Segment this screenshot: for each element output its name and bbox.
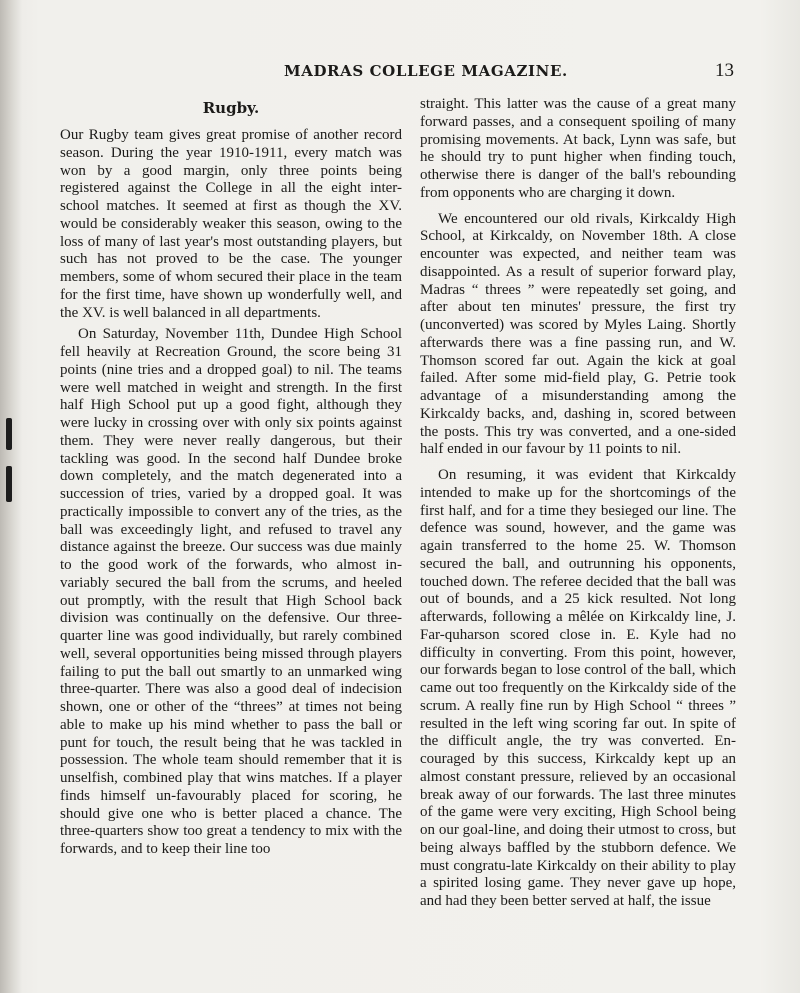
paragraph: straight. This latter was the cause of a great many forward passes, and a consequent spoiling of many promising movements. At back, Lynn was safe, but he should try to punt higher when finding touch, otherwise there is danger of the ball's rebounding from opponents who are charging it down.	[420, 96, 736, 201]
left-column	[60, 96, 402, 859]
binding-staple-mark	[6, 466, 12, 502]
page-number: 13	[715, 60, 734, 81]
binding-staple-mark	[6, 418, 12, 450]
paragraph: On Saturday, November 11th, Dundee High School fell heavily at Recreation Ground, the score being 31 points (nine tries and a dropped goal) to nil. The teams were well matched in weight and strength. In the first half High School put up a good fight, although they were lucky in crossing over with only six points against them. They were never really dangerous, but their tackling was good. In the second half Dundee broke down completely, and the match degenerated into a succession of tries, varied by a dropped goal. It was practically impossible to convert any of the tries, as the ball was exceedingly light, and refused to travel any distance against the breeze. Our success was due mainly to the good work of the forwards, who almost in-variably secured the ball from the scrums, and heeled out promptly, with the result that High School back division was continually on the defensive. Our three-quarter line was good individually, but rarely combined well, several opportunities being missed through players failing to put the ball out smartly to an unmarked wing three-quarter. There was also a good deal of indecision shown, one or other of the “threes” at times not being able to make up his mind whether to pass the ball or punt for touch, the result being that he was tackled in possession. The whole team should remember that it is unselfish, combined play that wins matches. If a player finds himself un-favourably placed for scoring, he should give one who is better placed a chance. The three-quarters show too great a tendency to mix with the forwards, and to keep their line too	[60, 326, 402, 857]
right-column	[420, 96, 736, 911]
page-header	[0, 62, 800, 86]
running-head: MADRAS COLLEGE MAGAZINE.	[284, 62, 568, 80]
paragraph: On resuming, it was evident that Kirkcaldy intended to make up for the shortcomings of the first half, and for a time they besieged our line. The defence was sound, however, and the game was again transferred to the home 25. W. Thomson secured the ball, and outrunning his opponents, touched down. The referee decided that the ball was out of bounds, and a 25 kick resulted. Not long afterwards, following a mêlée on Kirkcaldy line, J. Far-quharson scored close in. E. Kyle had no difficulty in converting. From this point, however, our forwards began to lose control of the ball, which came out too frequently on the Kirkcaldy side of the scrum. A really fine run by High School “ threes ” resulted in the left wing scoring far out. In spite of the difficult angle, the try was converted. En-couraged by this success, Kirkcaldy kept up an almost constant pressure, relieved by an occasional break away of our forwards. The last three minutes of the game were very exciting, High School being on our goal-line, and doing their utmost to cross, but being always baffled by the stubborn defence. We must congratu-late Kirkcaldy on their ability to play a spirited losing game. They never gave up hope, and had they been better served at half, the issue	[420, 467, 736, 909]
paragraph: Our Rugby team gives great promise of another record season. During the year 1910-1911, every match was won by a good margin, only three points being registered against the College in all the eight inter-school matches. It seemed at first as though the XV. would be considerably weaker this season, owing to the loss of many of last year's most outstanding players, but such has not proved to be the case. The younger members, some of whom secured their place in the team for the first time, have shown up wonderfully well, and the XV. is well balanced in all departments.	[60, 127, 402, 321]
paragraph: We encountered our old rivals, Kirkcaldy High School, at Kirkcaldy, on November 18th. A close encounter was expected, and neither team was disappointed. As a result of superior forward play, Madras “ threes ” were repeatedly set going, and after about ten minutes' pressure, the first try (unconverted) was scored by Myles Laing. Shortly afterwards there was a fine passing run, and W. Thomson scored far out. Again the kick at goal failed. After some mid-field play, G. Petrie took advantage of a misunderstanding among the Kirkcaldy backs, and, dashing in, scored between the posts. This try was converted, and a one-sided half ended in our favour by 11 points to nil.	[420, 210, 736, 458]
article-title: Rugby.	[202, 99, 260, 117]
